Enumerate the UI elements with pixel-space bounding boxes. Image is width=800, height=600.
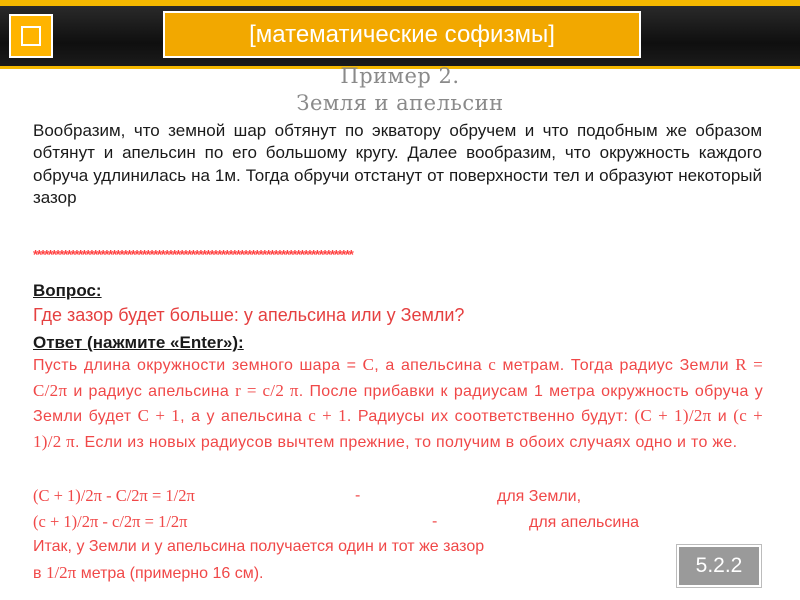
- conclusion-text: метра (примерно 16 см).: [76, 565, 264, 582]
- intro-text: Вообразим, что земной шар обтянут по экватору обручем и что подобным же образом обтянут и апельсин по его большому кругу. Далее вообразим, что окружность каждого обруча удлинилась на 1м. Тогда обручи отстанут от поверхности тел и образуют некоторый зазор: [33, 121, 762, 208]
- slide-title: [математические софизмы]: [163, 11, 641, 58]
- answer-text: Пусть длина окружности земного шара =: [33, 357, 363, 374]
- formula: R = С/2π: [33, 355, 763, 400]
- question-label: Вопрос:: [33, 281, 102, 300]
- answer-text: . Радиусы их соответственно будут:: [346, 408, 635, 426]
- conclusion-line-2: [33, 563, 263, 583]
- equation-earth-label: для Земли,: [497, 488, 582, 505]
- answer-text: , а у апельсина: [180, 408, 309, 426]
- answer-text: , а апельсина: [374, 357, 489, 374]
- formula: (С + 1)/2π: [634, 406, 712, 426]
- answer-text: . Если из новых радиусов вычтем прежние, то получим в обоих случаях одно и то же.: [75, 434, 738, 452]
- formula: 1/2π: [45, 563, 77, 582]
- formula: r = с/2 π: [235, 380, 299, 400]
- formula: с: [488, 355, 497, 374]
- answer-label[interactable]: Ответ (нажмите «Enter»):: [33, 333, 244, 352]
- question-text: Где зазор будет больше: у апельсина или у Земли?: [33, 305, 465, 325]
- answer-text: и: [711, 408, 734, 426]
- home-button[interactable]: [9, 14, 53, 58]
- answer-paragraph: [33, 353, 763, 456]
- example-number: Пример 2.: [340, 64, 460, 88]
- slide-number-badge: 5.2.2: [677, 545, 761, 587]
- equation-orange: (с + 1)/2π - с/2π = 1/2π: [33, 512, 188, 531]
- formula: С: [362, 355, 375, 374]
- answer-text: и радиус апельсина: [67, 382, 236, 400]
- conclusion-text: в: [33, 565, 46, 582]
- formula: (с + 1)/2 π: [33, 406, 764, 452]
- equation-dash: -: [355, 487, 361, 504]
- equation-orange-label: для апельсина: [529, 514, 640, 531]
- answer-text: метрам. Тогда радиус Земли: [496, 357, 736, 374]
- formula: С + 1: [137, 406, 181, 426]
- answer-text: . После прибавки к радиусам 1 метра окружность обруча у Земли будет: [33, 382, 763, 426]
- intro-paragraph: [33, 120, 762, 210]
- star-separator: *************************************************************************************: [33, 247, 353, 262]
- equation-earth: (С + 1)/2π - С/2π = 1/2π: [33, 486, 195, 505]
- example-name: Земля и апельсин: [296, 91, 504, 115]
- formula: с + 1: [308, 406, 347, 426]
- conclusion-line-1: Итак, у Земли и у апельсина получается один и тот же зазор: [33, 538, 485, 555]
- equation-dash: -: [432, 513, 438, 530]
- home-icon: [20, 25, 42, 47]
